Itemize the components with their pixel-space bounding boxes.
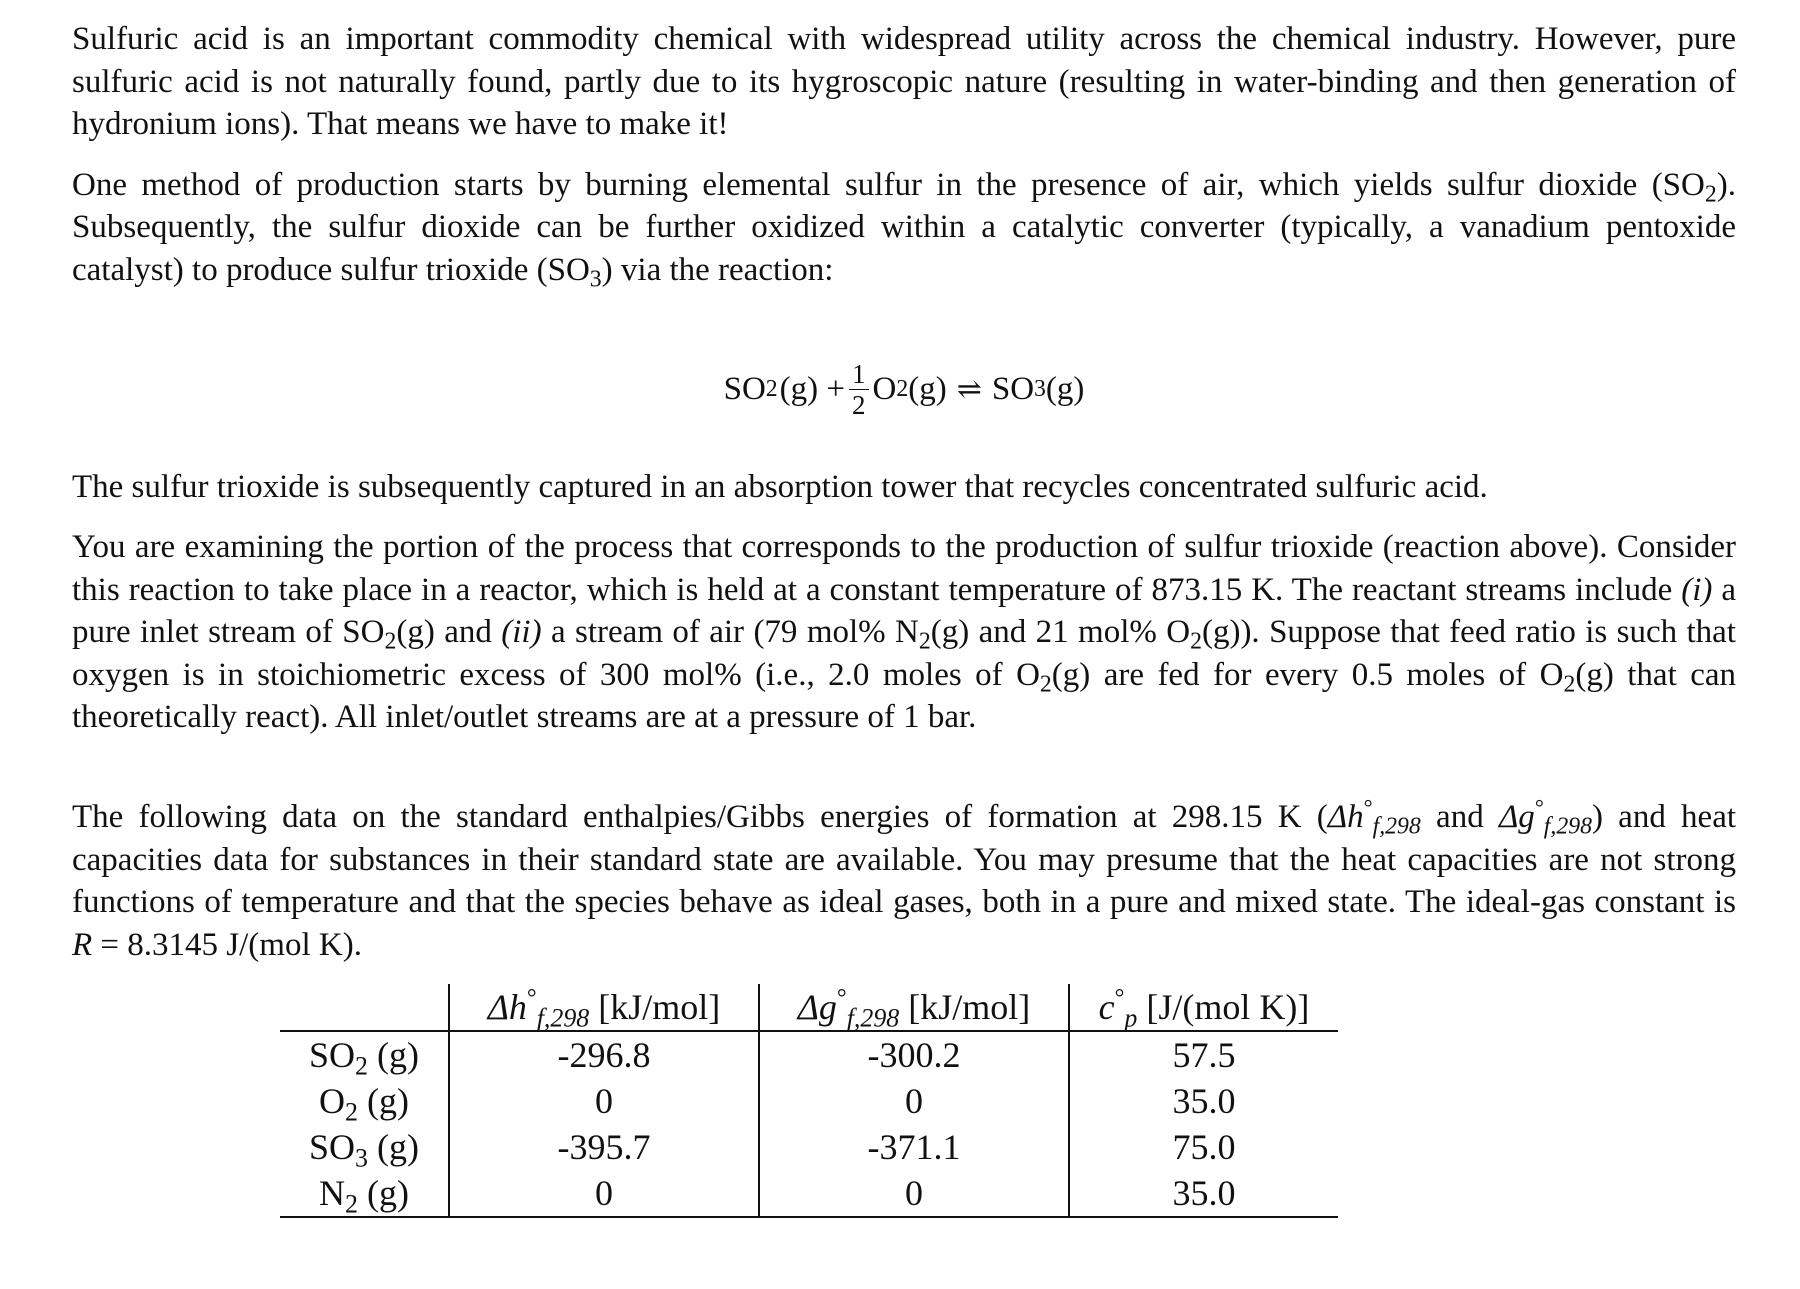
species-cell: $N_2$ (g) [280,1170,449,1217]
gibbs-cell: 0 [759,1078,1069,1124]
paragraph-intro: Sulfuric acid is an important commodity chemical with widespread utility across the chemical industry. However, pure sulfuric acid is not naturally found, partly due to its hygroscopic nature (resulting in water-binding and then generation of hydronium ions). That means we have to make it! [72,21,1736,142]
gibbs-cell: 0 [759,1170,1069,1217]
paragraph-absorption: The sulfur trioxide is subsequently captured in an absorption tower that recycles concentrated sulfuric acid. [72,469,1488,505]
gibbs-cell: -371.1 [759,1124,1069,1170]
species-cell: $SO_2$ (g) [280,1031,449,1078]
paragraph-reactor-conditions: You are examining the portion of the process that corresponds to the production of sulfur trioxide (reaction above). Consider this reaction to take place in a reactor, which is held at a constant temperature of 873.15 K. The reactant streams include (i) a pure inlet stream of $SO_2(g)$ and (ii) a stream of air (79 mol% $N_2(g)$ and 21 mol% $O_2(g)$). Suppose that feed ratio is such that oxygen is in stoichiometric excess of 300 mol% (i.e., 2.0 moles of $O_2(g)$ are fed for every 0.5 moles of $O_2(g)$ that can theoretically react). All inlet/outlet streams are at a pressure of 1 bar. [72,529,1737,735]
enthalpy-cell: 0 [449,1078,759,1124]
enthalpy-cell: -395.7 [449,1124,759,1170]
header-enthalpy: $\Delta h^\circ_{f,298}$ [kJ/mol] [449,984,759,1031]
table-row [280,1124,1338,1170]
paragraph-production-method: One method of production starts by burning elemental sulfur in the presence of air, which yields sulfur dioxide $(SO_2)$. Subsequently, the sulfur dioxide can be further oxidized within a catalytic converter (typically, a vanadium pentoxide catalyst) to produce sulfur trioxide $(SO_3)$ via the reaction: [72,166,1736,293]
table-corner [280,984,449,1031]
paragraph-data-description: The following data on the standard enthalpies/Gibbs energies of formation at 298.15 K ($\Delta h^\circ_{f,298}$ and $\Delta g^\circ_{f,298}$) and heat capacities data for substances in their standard state are available. You may presume that the heat capacities are not strong functions of temperature and that the species behave as ideal gases, both in a pure and mixed state. The ideal-gas constant is R = 8.3145 J/(mol K). [72,794,1737,963]
table-header-row [280,984,1338,1031]
heat-capacity-cell: 57.5 [1172,1035,1236,1075]
table-row [280,1031,1338,1078]
equilibrium-arrow: ⇌ [956,372,982,406]
document-page [72,18,1737,963]
species-cell: $SO_3$ (g) [280,1124,449,1170]
reaction-equation: SO 2 (g) + $\frac{1}{2}$ O 2 (g) ⇌ SO 3 (g) [723,358,1085,420]
gibbs-cell: -300.2 [759,1031,1069,1078]
enthalpy-cell: -296.8 [449,1031,759,1078]
header-gibbs: $\Delta g^\circ_{f,298}$ [kJ/mol] [759,984,1069,1031]
heat-capacity-cell: 35.0 [1069,1170,1338,1217]
header-heat-capacity: $c^\circ_p$ [J/(mol K)] [1069,984,1338,1031]
heat-capacity-cell: 35.0 [1172,1081,1236,1121]
one-half-fraction: $\frac{1}{2}$ [849,359,869,420]
enthalpy-cell: 0 [449,1170,759,1217]
table-row [280,1170,1338,1217]
species-cell: $O_2$ (g) [280,1078,449,1124]
thermo-data-table [280,984,1338,1218]
heat-capacity-cell: 75.0 [1172,1127,1236,1167]
table-row [280,1078,1338,1124]
